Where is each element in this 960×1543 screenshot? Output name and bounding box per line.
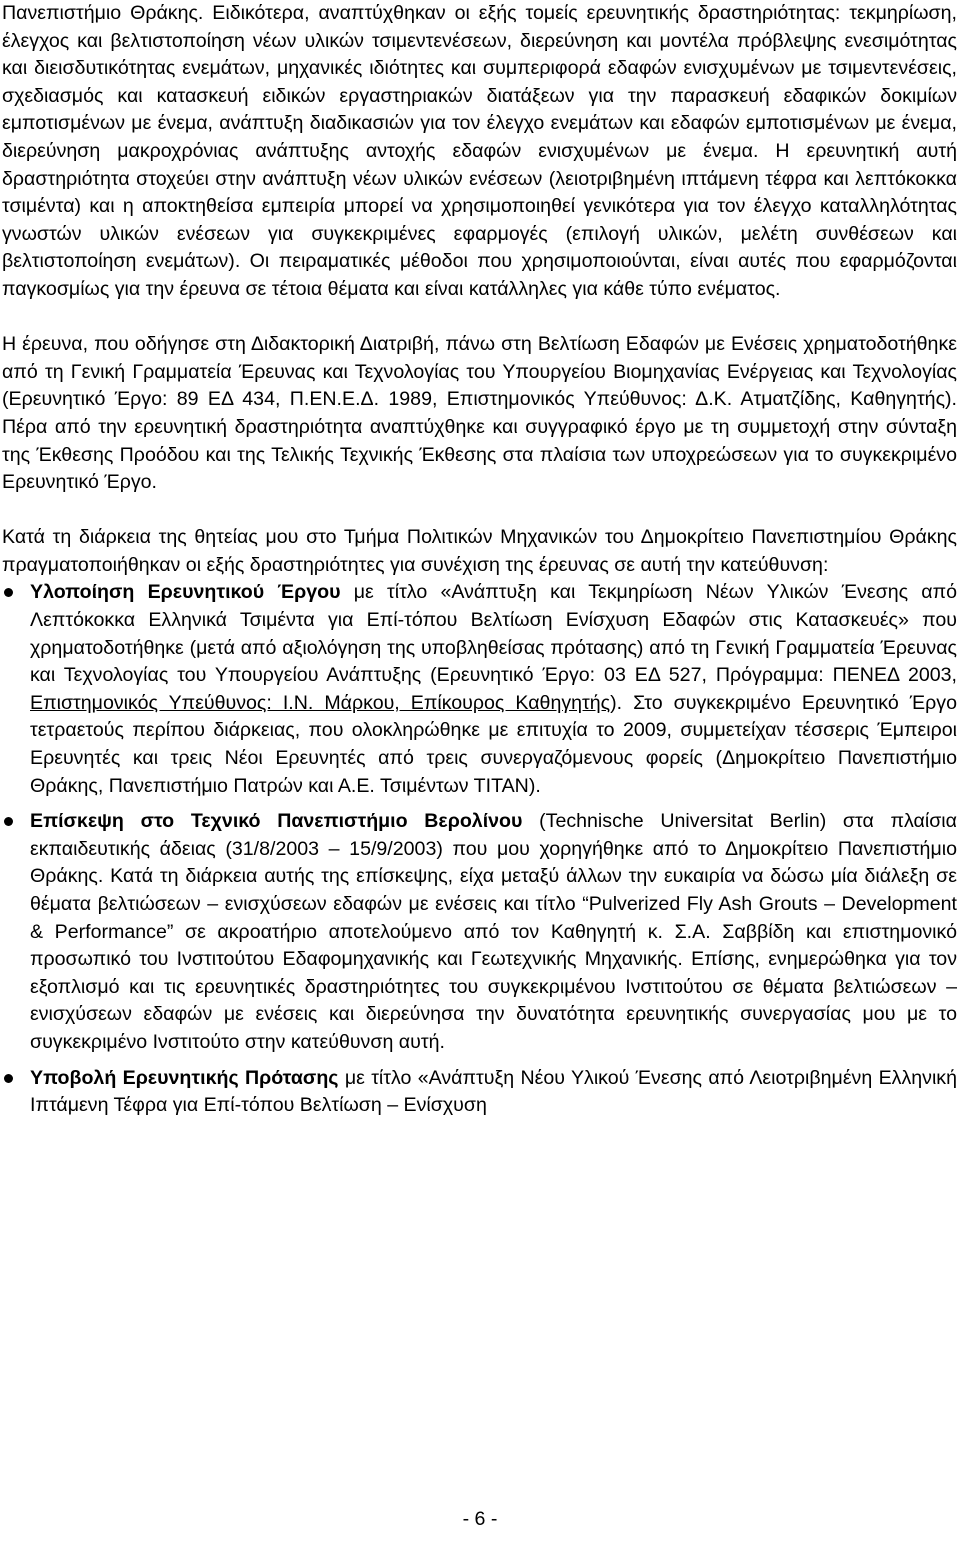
- paragraph-doctoral-funding: Η έρευνα, που οδήγησε στη Διδακτορική Διατριβή, πάνω στη Βελτίωση Εδαφών με Ενέσεις χρηματοδοτήθηκε από τη Γενική Γραμματεία Έρευνας και Τεχνολογίας του Υπουργείου Βιομηχανίας Ενέργειας και Τεχνολογίας (Ερευνητικό Έργο: 89 ΕΔ 434, Π.ΕΝ.Ε.Δ. 1989, Επιστημονικός Υπεύθυνος: Δ.Κ. Ατματζίδης, Καθηγητής). Πέρα από την ερευνητική δραστηριότητα αναπτύχθηκε και συγγραφικό έργο με τη συμμετοχή στην σύνταξη της Έκθεσης Προόδου και της Τελικής Τεχνικής Έκθεσης στα πλαίσια των υποχρεώσεων για το συγκεκριμένο Ερευνητικό Έργο.: [2, 333, 957, 494]
- bullet-icon: [4, 817, 13, 826]
- bullet-text: (Technische Universitat Berlin) στα πλαίσια εκπαιδευτικής άδειας (31/8/2003 – 15/9/2003) που μου χορηγήθηκε από το Δημοκρίτειο Πανεπιστήμιο Θράκης. Κατά τη διάρκεια αυτής της επίσκεψης, είχα μεταξύ άλλων την ευκαιρία να δώσω μία διάλεξη σε θέματα βελτιώσεων – ενισχύσεων εδαφών με ενέσεις και τίτλο “Pulverized Fly Ash Grouts – Development & Performance” σε ακροατήριο αποτελούμενο από τον Καθηγητή κ. Σ.Α. Σαββίδη και επιστημονικό προσωπικό του Ινστιτούτου Εδαφομηχανικής και Γεωτεχνικής Μηχανικής. Επίσης, ενημερώθηκα για τον εξοπλισμό και τις ερευνητικές δραστηριότητες του συγκεκριμένου Ινστιτούτου σε θέματα βελτιώσεων – ενισχύσεων εδαφών με ενέσεις και διερεύνησα την δυνατότητα ερευνητικής συνεργασίας μου με το συγκεκριμένο Ινστιτούτο στην κατεύθυνση αυτή.: [30, 810, 957, 1053]
- bullet-text: με τίτλο «Ανάπτυξη και Τεκμηρίωση Νέων Υλικών Ένεσης από Λεπτόκοκκα Ελληνικά Τσιμέντα για Επί-τόπου Βελτίωση Ενίσχυση Εδαφών στις Κατασκευές» που χρηματοδοτήθηκε (μετά από αξιολόγηση της υποβληθείσας πρότασης) από τη Γενική Γραμματεία Έρευνας και Τεχνολογίας του Υπουργείου Ανάπτυξης (Ερευνητικό Έργο: 03 ΕΔ 527, Πρόγραμμα: ΠΕΝΕΔ 2003,: [30, 581, 958, 687]
- bullet-underlined-text: Επιστημονικός Υπεύθυνος: Ι.Ν. Μάρκου, Επίκουρος Καθηγητής: [30, 691, 611, 714]
- bullet-text: με τίτλο «Ανάπτυξη Νέου Υλικού Ένεσης από Λειοτριβημένη Ελληνική Ιπτάμενη Τέφρα για Επί-τόπου Βελτίωση – Ενίσχυση: [30, 1066, 957, 1117]
- bullet-title: Υποβολή Ερευνητικής Πρότασης: [30, 1066, 339, 1089]
- paragraph-gap: [2, 304, 957, 332]
- paragraph-gap: [2, 497, 957, 525]
- list-item: [2, 579, 957, 800]
- bullet-title: Υλοποίηση Ερευνητικού Έργου: [30, 581, 341, 604]
- activities-list: [2, 579, 957, 1119]
- list-item: [2, 808, 957, 1056]
- bullet-icon: [4, 1074, 13, 1083]
- paragraph-research-areas: Πανεπιστήμιο Θράκης. Ειδικότερα, αναπτύχθηκαν οι εξής τομείς ερευνητικής δραστηριότητας: τεκμηρίωση, έλεγχος και βελτιστοποίηση νέων υλικών τσιμεντενέσεων, διερεύνηση και μοντέλα πρόβλεψης ενεσιμότητας και διεισδυτικότητας ενεμάτων, μηχανικές ιδιότητες και συμπεριφορά εδαφών ενισχυμένων με τσιμεντενέσεις, σχεδιασμός και κατασκευή ειδικών εργαστηριακών διατάξεων για την παρασκευή εδαφικών δοκιμίων εμποτισμένων με ένεμα, ανάπτυξη διαδικασιών για τον έλεγχο ενεμάτων και εδαφών εμποτισμένων με ένεμα, διερεύνηση μακροχρόνιας ανάπτυξης αντοχής εδαφών ενισχυμένων με ένεμα. Η ερευνητική αυτή δραστηριότητα στοχεύει στην ανάπτυξη νέων υλικών ενέσεων (λειοτριβημένη ιπτάμενη τέφρα και λεπτόκοκκα τσιμέντα) και η αποκτηθείσα εμπειρία μπορεί να χρησιμοποιηθεί γενικότερα για τον έλεγχο καταλληλότητας γνωστών υλικών ενέσεων για συγκεκριμένες εφαρμογές (επιλογή υλικών, μελέτη συνθέσεων και βελτιστοποίηση ενεμάτων). Οι πειραματικές μέθοδοι που χρησιμοποιούνται, είναι αυτές που εφαρμόζονται παγκοσμίως για την έρευνα σε τέτοια θέματα και είναι κατάλληλες για κάθε τύπο ενέματος.: [2, 2, 957, 300]
- bullet-title: Επίσκεψη στο Τεχνικό Πανεπιστήμιο Βερολίνου: [30, 810, 523, 833]
- page-number: - 6 -: [462, 1508, 498, 1530]
- paragraph-tenure-activities: Κατά τη διάρκεια της θητείας μου στο Τμήμα Πολιτικών Μηχανικών του Δημοκρίτειο Πανεπιστημίου Θράκης πραγματοποιήθηκαν οι εξής δραστηριότητες για συνέχιση της έρευνας σε αυτή την κατεύθυνση:: [2, 526, 957, 576]
- bullet-icon: [4, 588, 13, 597]
- bullet-text-continued: ). Στο συγκεκριμένο Ερευνητικό Έργο τετραετούς περίπου διάρκειας, που ολοκληρώθηκε με επιτυχία το 2009, συμμετείχαν τέσσερις Έμπειροι Ερευνητές και τρεις Νέοι Ερευνητές από τρεις συνεργαζόμενους φορείς (Δημοκρίτειο Πανεπιστήμιο Θράκης, Πανεπιστήμιο Πατρών και Α.Ε. Τσιμέντων ΤΙΤΑΝ).: [30, 691, 957, 797]
- list-item: [2, 1065, 957, 1120]
